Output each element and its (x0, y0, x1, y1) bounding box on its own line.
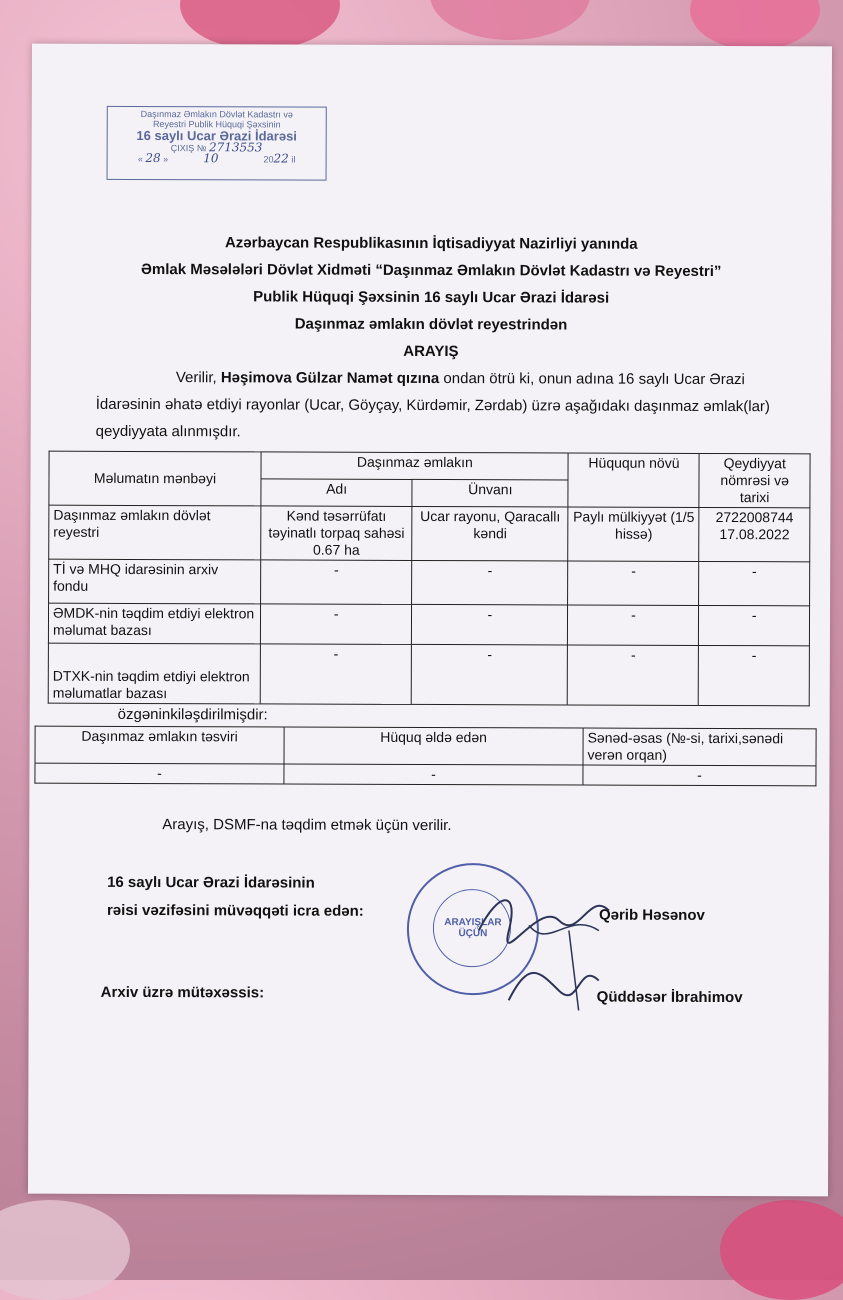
purpose-text: Arayış, DSMF-na təqdim etmək üçün verilir. (162, 816, 452, 835)
row-reg: - (699, 561, 810, 605)
row-reg: 2722008744 17.08.2022 (699, 507, 810, 561)
row-address: Ucar rayonu, Qaracallı kəndi (412, 506, 568, 561)
row-name: - (260, 644, 411, 705)
seal-center-line1: ARAYIŞLAR (444, 917, 502, 929)
row-source: Daşınmaz əmlakın dövlət reyestri (49, 505, 261, 560)
stamp-out-label: ÇIXIŞ № (170, 143, 207, 154)
intro-rest: ondan ötrü ki, onun adına 16 saylı Ucar Ərazi İdarəsinin əhatə etdiyi rayonlar (Ucar, Göyçay, Kürdəmir, Zərdab) üzrə aşağıdakı daşınmaz əmlak(lar) qeydiyyata alınmışdır. (95, 370, 770, 441)
row-source: DTXK-nin təqdim etdiyi elektron məlumatlar bazası (48, 643, 260, 704)
col-right-header: Hüququn növü (568, 453, 699, 507)
stamp-line1: Daşınmaz Əmlakın Dövlət Kadastrı və (140, 108, 293, 120)
stamp-year-prefix: 20 (263, 154, 274, 165)
row-name: Kənd təsərrüfatı təyinatlı torpaq sahəsi 0.67 ha (261, 506, 412, 561)
col-address-header: Ünvanı (412, 479, 568, 507)
table-row (49, 559, 810, 606)
stamp-line2: Reyestri Publik Hüquqi Şəxsinin (152, 119, 281, 130)
flower-decoration (0, 1200, 130, 1300)
table-row (48, 603, 809, 646)
signatory1-name: Qərib Həsənov (598, 906, 705, 924)
outgoing-stamp: Daşınmaz Əmlakın Dövlət Kadastrı və Reyestri Publik Hüquqi Şəxsinin 16 saylı Ucar Ərazi İdarəsi ÇIXIŞ № 2713553 « 28 » 10 2022 il (107, 106, 327, 181)
row-right: - (568, 605, 699, 645)
intro-paragraph (96, 364, 786, 447)
flower-decoration (690, 0, 820, 50)
col-acquirer-header: Hüquq əldə edən (284, 727, 583, 765)
stamp-month: 10 (203, 151, 219, 166)
stamp-day: 28 (145, 151, 161, 166)
row-right: - (568, 645, 699, 705)
row-reg: - (699, 645, 810, 705)
col-name-header: Adı (261, 479, 412, 507)
row-acquirer: - (284, 764, 583, 785)
recipient-name: Həşimova Gülzar Namət qızına (220, 369, 440, 388)
role1-line1: 16 saylı Ucar Ərazi İdarəsinin (107, 873, 315, 892)
registry-table (48, 451, 811, 707)
col-property-header: Daşınmaz əmlakın (261, 452, 569, 480)
stamp-year: 22 (273, 151, 289, 166)
row-address: - (411, 644, 567, 705)
row-reg: - (699, 605, 810, 645)
role1-line2: rəisi vəzifəsini müvəqqəti icra edən: (106, 901, 364, 920)
col-desc-header: Daşınmaz əmlakın təsviri (35, 726, 284, 764)
stamp-year-suffix: il (291, 154, 296, 165)
row-name: - (260, 604, 411, 645)
row-name: - (261, 560, 412, 605)
stamp-line3: 16 saylı Ucar Ərazi İdarəsi (136, 127, 297, 144)
header-line3: Publik Hüquqi Şəxsinin 16 saylı Ucar Ərazi İdarəsi (253, 288, 610, 307)
col-source-header: Məlumatın mənbəyi (49, 451, 261, 506)
row-basis: - (583, 765, 816, 786)
col-reg-header: Qeydiyyat nömrəsi və tarixi (699, 453, 810, 507)
row-right: - (568, 561, 699, 605)
col-basis-header: Sənəd-əsas (№-si, tarixi,sənədi verən orqan) (583, 728, 816, 766)
role2-label: Arxiv üzrə mütəxəssis: (100, 983, 265, 1002)
alienation-table (34, 726, 816, 787)
row-source: Tİ və MHQ idarəsinin arxiv fondu (49, 559, 261, 604)
intro-prefix: Verilir, (175, 369, 221, 387)
table-row (48, 643, 809, 706)
header-line1: Azərbaycan Respublikasının İqtisadiyyat Nazirliyi yanında (224, 234, 638, 253)
alienated-label: özgəninkiləşdirilmişdir: (117, 705, 268, 724)
table-row (49, 505, 810, 562)
row-source: ƏMDK-nin təqdim etdiyi elektron məlumat bazası (48, 603, 260, 644)
flower-decoration (180, 0, 340, 50)
table-row (35, 763, 816, 786)
flower-decoration (720, 1200, 843, 1300)
stamp-out-number: 2713553 (208, 140, 263, 155)
row-right: Paylı mülkiyyət (1/5 hissə) (568, 507, 699, 561)
header-line2: Əmlak Məsələləri Dövlət Xidməti “Daşınmaz Əmlakın Dövlət Kadastrı və Reyestri” (141, 260, 722, 281)
row-address: - (412, 560, 568, 605)
signatory2-name: Qüddəsər İbrahimov (596, 988, 743, 1007)
seal-center-line2: ÜÇÜN (458, 928, 488, 940)
header-line4: Daşınmaz əmlakın dövlət reyestrindən (294, 315, 568, 334)
flower-decoration (430, 0, 590, 40)
handwritten-signatures (469, 870, 619, 1011)
row-desc: - (35, 763, 284, 784)
document-page (28, 44, 832, 1197)
document-title: ARAYIŞ (403, 342, 459, 361)
row-address: - (412, 604, 568, 645)
